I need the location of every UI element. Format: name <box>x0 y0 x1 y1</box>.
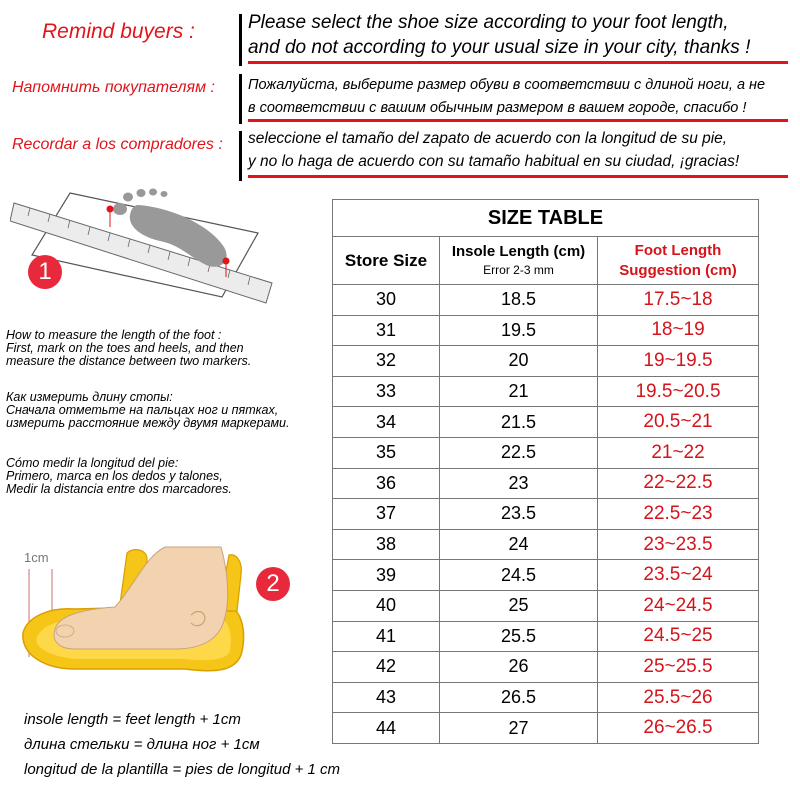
table-row <box>333 499 759 530</box>
instruction-en-line: How to measure the length of the foot : <box>6 328 222 342</box>
store-size-cell: 41 <box>333 621 440 652</box>
table-row <box>333 713 759 744</box>
insole-length-cell: 25.5 <box>440 621 598 652</box>
divider-es <box>239 131 242 181</box>
insole-length-cell: 19.5 <box>440 315 598 346</box>
remind-label-es: Recordar a los compradores : <box>12 136 223 153</box>
col-foot-label-line1: Foot Length <box>634 241 722 259</box>
table-row <box>333 346 759 377</box>
table-row <box>333 285 759 316</box>
notice-es-line2: y no lo haga de acuerdo con su tamaño habitual en su ciudad, ¡gracias! <box>248 153 740 170</box>
instruction-en-line: measure the distance between two markers. <box>6 354 252 368</box>
foot-insole-illustration <box>15 545 255 680</box>
insole-length-cell: 24.5 <box>440 560 598 591</box>
instruction-ru-line: измерить расстояние между двумя маркерами. <box>6 416 290 430</box>
formula-es: longitud de la plantilla = pies de longitud + 1 cm <box>24 761 341 778</box>
notice-en-line1: Please select the shoe size according to your foot length, <box>248 12 729 33</box>
store-size-cell: 44 <box>333 713 440 744</box>
foot-length-cell: 24.5~25 <box>598 621 759 652</box>
store-size-cell: 42 <box>333 652 440 683</box>
size-table-title: SIZE TABLE <box>333 200 759 237</box>
instructions-ru <box>6 391 289 430</box>
step-1-badge: 1 <box>28 255 62 289</box>
table-row <box>333 468 759 499</box>
instruction-es-line: Medir la distancia entre dos marcadores. <box>6 482 232 496</box>
insole-length-cell: 22.5 <box>440 437 598 468</box>
foot-length-cell: 18~19 <box>598 315 759 346</box>
formula-en: insole length = feet length + 1cm <box>24 711 241 728</box>
foot-length-cell: 21~22 <box>598 437 759 468</box>
instructions-en <box>6 329 251 368</box>
foot-length-cell: 23.5~24 <box>598 560 759 591</box>
store-size-cell: 36 <box>333 468 440 499</box>
instructions-es <box>6 457 232 496</box>
foot-length-cell: 19~19.5 <box>598 346 759 377</box>
store-size-cell: 40 <box>333 590 440 621</box>
insole-length-cell: 23.5 <box>440 499 598 530</box>
size-table-header-row <box>333 237 759 285</box>
store-size-cell: 31 <box>333 315 440 346</box>
size-table <box>332 199 759 744</box>
store-size-cell: 32 <box>333 346 440 377</box>
underline-es <box>248 175 788 178</box>
store-size-cell: 43 <box>333 682 440 713</box>
insole-length-cell: 18.5 <box>440 285 598 316</box>
remind-label-ru: Напомнить покупателям : <box>12 79 215 96</box>
store-size-cell: 39 <box>333 560 440 591</box>
table-row <box>333 407 759 438</box>
foot-length-cell: 25.5~26 <box>598 682 759 713</box>
size-table-body <box>333 285 759 744</box>
col-insole-note: Error 2-3 mm <box>483 262 554 277</box>
notice-ru-line1: Пожалуйста, выберите размер обуви в соответствии с длиной ноги, а не <box>248 77 766 93</box>
store-size-cell: 35 <box>333 437 440 468</box>
formula-ru: длина стельки = длина ног + 1cм <box>24 736 260 753</box>
table-row <box>333 376 759 407</box>
foot-length-cell: 23~23.5 <box>598 529 759 560</box>
divider-en <box>239 14 242 66</box>
insole-length-cell: 25 <box>440 590 598 621</box>
foot-length-cell: 22~22.5 <box>598 468 759 499</box>
formula-block <box>24 707 340 782</box>
col-foot-length <box>598 237 759 285</box>
instruction-en-line: First, mark on the toes and heels, and then <box>6 341 244 355</box>
col-store-size: Store Size <box>333 237 440 285</box>
foot-ruler-illustration <box>10 185 280 315</box>
foot-length-cell: 19.5~20.5 <box>598 376 759 407</box>
col-insole-length <box>440 237 598 285</box>
instruction-ru-line: Сначала отметьте на пальцах ног и пятках, <box>6 403 279 417</box>
store-size-cell: 30 <box>333 285 440 316</box>
store-size-cell: 38 <box>333 529 440 560</box>
store-size-cell: 37 <box>333 499 440 530</box>
foot-length-cell: 17.5~18 <box>598 285 759 316</box>
remind-label-en: Remind buyers : <box>42 20 195 43</box>
insole-length-cell: 26.5 <box>440 682 598 713</box>
insole-length-cell: 27 <box>440 713 598 744</box>
table-row <box>333 652 759 683</box>
underline-en <box>248 61 788 64</box>
table-row <box>333 560 759 591</box>
insole-length-cell: 20 <box>440 346 598 377</box>
instruction-ru-line: Как измерить длину стопы: <box>6 390 173 404</box>
insole-length-cell: 24 <box>440 529 598 560</box>
step-2-badge: 2 <box>256 567 290 601</box>
foot-length-cell: 26~26.5 <box>598 713 759 744</box>
foot-length-cell: 20.5~21 <box>598 407 759 438</box>
instruction-es-line: Primero, marca en los dedos y talones, <box>6 469 223 483</box>
table-row <box>333 315 759 346</box>
table-row <box>333 682 759 713</box>
instruction-es-line: Cómo medir la longitud del pie: <box>6 456 179 470</box>
table-row <box>333 590 759 621</box>
notice-es-line1: seleccione el tamaño del zapato de acuerdo con la longitud de su pie, <box>248 130 728 147</box>
notice-ru-line2: в соответствии с вашим обычным размером в вашем городе, спасибо ! <box>248 100 747 116</box>
notice-en-line2: and do not according to your usual size in your city, thanks ! <box>248 37 751 58</box>
insole-length-cell: 26 <box>440 652 598 683</box>
foot-length-cell: 24~24.5 <box>598 590 759 621</box>
col-foot-label-line2: Suggestion (cm) <box>619 261 737 279</box>
insole-length-cell: 21 <box>440 376 598 407</box>
ruler-1cm-label: 1cm <box>24 550 49 565</box>
insole-length-cell: 23 <box>440 468 598 499</box>
foot-length-cell: 25~25.5 <box>598 652 759 683</box>
col-insole-label: Insole Length (cm) <box>451 242 586 260</box>
underline-ru <box>248 119 788 122</box>
store-size-cell: 33 <box>333 376 440 407</box>
table-row <box>333 529 759 560</box>
store-size-cell: 34 <box>333 407 440 438</box>
table-row <box>333 621 759 652</box>
foot-length-cell: 22.5~23 <box>598 499 759 530</box>
insole-length-cell: 21.5 <box>440 407 598 438</box>
divider-ru <box>239 74 242 124</box>
table-row <box>333 437 759 468</box>
